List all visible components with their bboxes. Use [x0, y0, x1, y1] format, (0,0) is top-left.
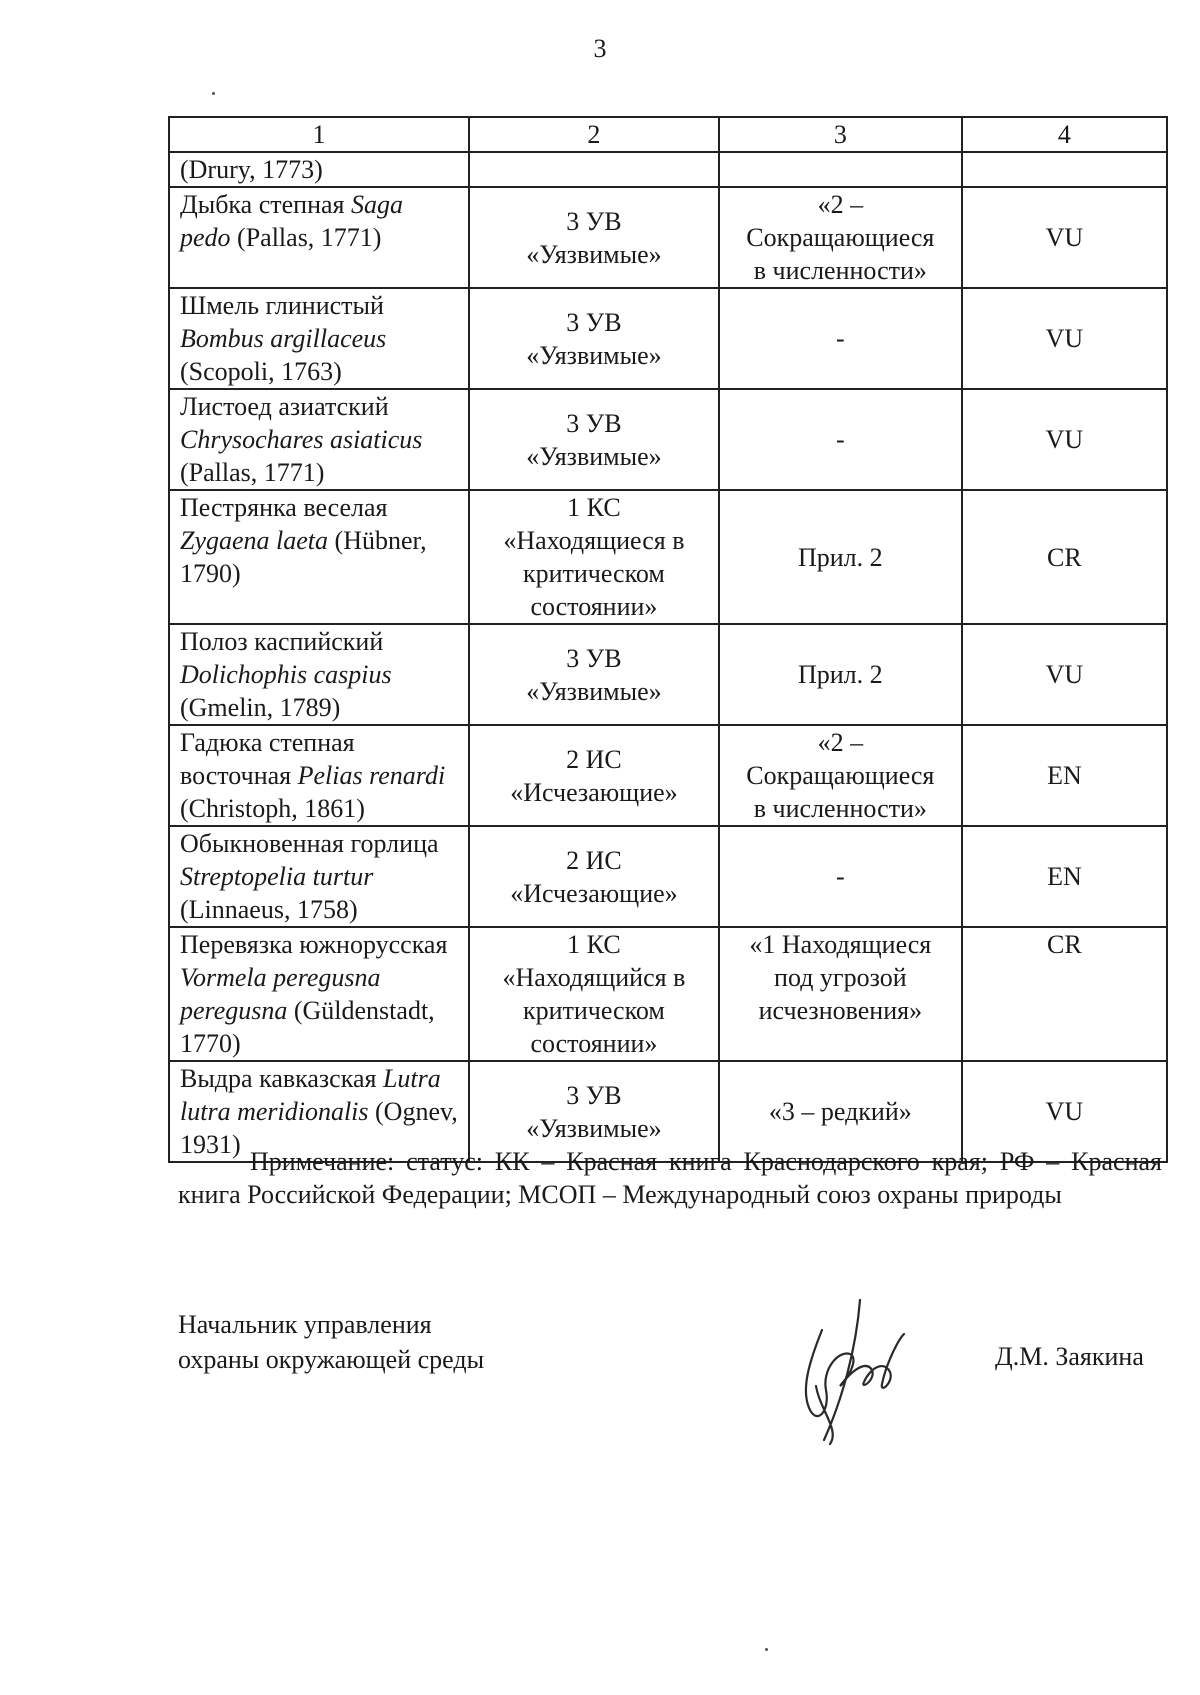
status-rf-line: в численности»: [753, 794, 927, 823]
species-author-year: (Linnaeus, 1758): [180, 895, 358, 924]
status-kk-cell: [469, 490, 719, 624]
scan-speck: [765, 1648, 768, 1651]
status-rf-cell: [719, 490, 962, 624]
status-rf-line: «1 Находящиеся: [749, 930, 932, 959]
status-kk-line: «Уязвимые»: [526, 239, 662, 269]
species-author-year: (Güldenstadt, 1770): [180, 996, 435, 1058]
table-header-row: [169, 117, 1167, 152]
species-name-cell: [169, 927, 469, 1061]
status-kk-cell: [469, 152, 719, 187]
status-rf-line: «3 – редкий»: [768, 1097, 912, 1126]
table-row: [169, 152, 1167, 187]
table-row: [169, 826, 1167, 927]
status-kk-line: 3 УВ: [566, 307, 622, 337]
status-iucn-cell: CR: [962, 927, 1167, 1061]
species-name-cell: [169, 490, 469, 624]
species-latin-name: Dolichophis caspius: [180, 660, 392, 689]
species-name-cell: [169, 725, 469, 826]
status-rf-line: -: [835, 324, 845, 353]
species-author-year: (Pallas, 1771): [180, 458, 325, 487]
status-kk-line: критическом: [522, 559, 665, 588]
species-author-year: (Ognev, 1931): [180, 1097, 458, 1159]
status-kk-line: критическом: [522, 996, 665, 1025]
page-number: 3: [593, 34, 607, 63]
species-common-name: Дыбка степная: [180, 190, 351, 219]
species-latin-name: Streptopelia turtur: [180, 862, 374, 891]
species-author-year: (Hübner, 1790): [180, 526, 427, 588]
status-kk-line: «Уязвимые»: [526, 340, 662, 370]
status-iucn-cell: VU: [962, 624, 1167, 725]
status-kk-cell: [469, 288, 719, 389]
status-rf-line: Сокращающиеся: [746, 223, 935, 252]
table-body: [169, 152, 1167, 1162]
species-table: [168, 116, 1168, 1163]
table-row: [169, 288, 1167, 389]
status-rf-cell: [719, 624, 962, 725]
status-kk-line: «Уязвимые»: [526, 441, 662, 471]
handwritten-signature: [780, 1290, 920, 1450]
scan-speck: [212, 92, 215, 95]
status-kk-cell: [469, 624, 719, 725]
status-kk-line: «Исчезающие»: [510, 777, 678, 807]
status-kk-cell: [469, 187, 719, 288]
species-author-year: (Scopoli, 1763): [180, 357, 342, 386]
species-common-name: (Drury, 1773): [180, 155, 323, 184]
status-iucn-cell: CR: [962, 490, 1167, 624]
table-row: [169, 624, 1167, 725]
status-rf-line: Прил. 2: [797, 542, 883, 572]
status-kk-line: состоянии»: [530, 1029, 658, 1058]
header-col-4: 4: [962, 117, 1167, 152]
table-note: Примечание: статус: КК – Красная книга Краснодарского края; РФ – Красная книга Российской Федерации; МСОП – Международный союз охраны природы: [178, 1147, 1162, 1209]
status-rf-line: Сокращающиеся: [746, 761, 935, 790]
species-latin-name: Vormela peregusna peregusna: [180, 963, 381, 1025]
status-rf-cell: [719, 826, 962, 927]
species-common-name: Обыкновенная горлица: [180, 829, 439, 858]
status-iucn-cell: VU: [962, 187, 1167, 288]
species-common-name: Полоз каспийский: [180, 627, 384, 656]
status-kk-line: 2 ИС: [566, 744, 622, 774]
signer-name: Д.М. Заякина: [995, 1342, 1144, 1371]
status-iucn-cell: VU: [962, 288, 1167, 389]
status-iucn-cell: VU: [962, 1061, 1167, 1162]
species-latin-name: Saga pedo: [180, 190, 403, 252]
status-kk-line: «Уязвимые»: [526, 1113, 662, 1143]
species-author-year: (Gmelin, 1789): [180, 693, 341, 722]
species-name-cell: [169, 187, 469, 288]
status-kk-line: 3 УВ: [566, 408, 622, 438]
status-iucn-cell: EN: [962, 725, 1167, 826]
header-col-1: 1: [169, 117, 469, 152]
status-iucn-cell: EN: [962, 826, 1167, 927]
signer-position-line1: Начальник управления: [178, 1310, 432, 1339]
status-kk-line: 3 УВ: [566, 1080, 622, 1110]
species-common-name: Гадюка степная восточная: [180, 728, 355, 790]
status-kk-line: «Находящиеся в: [503, 526, 685, 555]
species-common-name: Перевязка южнорусская: [180, 930, 448, 959]
status-rf-line: -: [835, 862, 845, 891]
species-name-cell: [169, 288, 469, 389]
status-kk-cell: [469, 826, 719, 927]
species-common-name: Шмель глинистый: [180, 291, 384, 320]
species-latin-name: Chrysochares asiaticus: [180, 425, 423, 454]
species-name-cell: [169, 389, 469, 490]
status-kk-line: «Находящийся в: [502, 963, 686, 992]
status-iucn-cell: VU: [962, 389, 1167, 490]
status-rf-line: -: [835, 425, 845, 454]
species-author-year: (Pallas, 1771): [230, 223, 382, 252]
status-kk-cell: [469, 725, 719, 826]
status-rf-line: в численности»: [753, 256, 927, 285]
status-rf-cell: [719, 389, 962, 490]
table-row: [169, 725, 1167, 826]
status-iucn-cell: [962, 152, 1167, 187]
status-kk-cell: [469, 389, 719, 490]
signer-position: [178, 1307, 484, 1377]
status-kk-line: «Уязвимые»: [526, 676, 662, 706]
status-kk-cell: [469, 927, 719, 1061]
species-name-cell: [169, 826, 469, 927]
species-author-year: (Christoph, 1861): [180, 794, 365, 823]
status-kk-line: состоянии»: [530, 592, 658, 621]
table-row: [169, 490, 1167, 624]
table-row: [169, 187, 1167, 288]
signer-position-line2: охраны окружающей среды: [178, 1345, 485, 1374]
status-kk-line: 3 УВ: [566, 643, 622, 673]
status-kk-line: «Исчезающие»: [510, 878, 678, 908]
status-rf-cell: [719, 152, 962, 187]
status-kk-line: 1 КС: [567, 493, 621, 522]
status-kk-line: 3 УВ: [566, 206, 622, 236]
species-latin-name: Pelias renardi: [297, 761, 446, 790]
species-common-name: Листоед азиатский: [180, 392, 389, 421]
status-kk-line: 2 ИС: [566, 845, 622, 875]
species-common-name: Пестрянка веселая: [180, 493, 388, 522]
status-rf-line: под угрозой: [774, 963, 907, 992]
status-rf-cell: [719, 927, 962, 1061]
status-rf-cell: [719, 725, 962, 826]
species-name-cell: [169, 624, 469, 725]
table-row: [169, 927, 1167, 1061]
status-rf-line: «2 –: [817, 728, 864, 757]
table-row: [169, 389, 1167, 490]
status-rf-line: «2 –: [817, 190, 864, 219]
species-name-cell: [169, 152, 469, 187]
status-rf-line: Прил. 2: [797, 660, 883, 689]
header-col-3: 3: [719, 117, 962, 152]
status-kk-line: 1 КС: [567, 930, 621, 959]
status-rf-cell: [719, 187, 962, 288]
status-rf-line: исчезновения»: [758, 996, 923, 1025]
species-latin-name: Bombus argillaceus: [180, 324, 387, 353]
species-latin-name: Lutra lutra meridionalis: [180, 1064, 441, 1126]
header-col-2: 2: [469, 117, 719, 152]
status-rf-cell: [719, 288, 962, 389]
species-latin-name: Zygaena laeta: [180, 526, 329, 555]
species-common-name: Выдра кавказская: [180, 1064, 383, 1093]
